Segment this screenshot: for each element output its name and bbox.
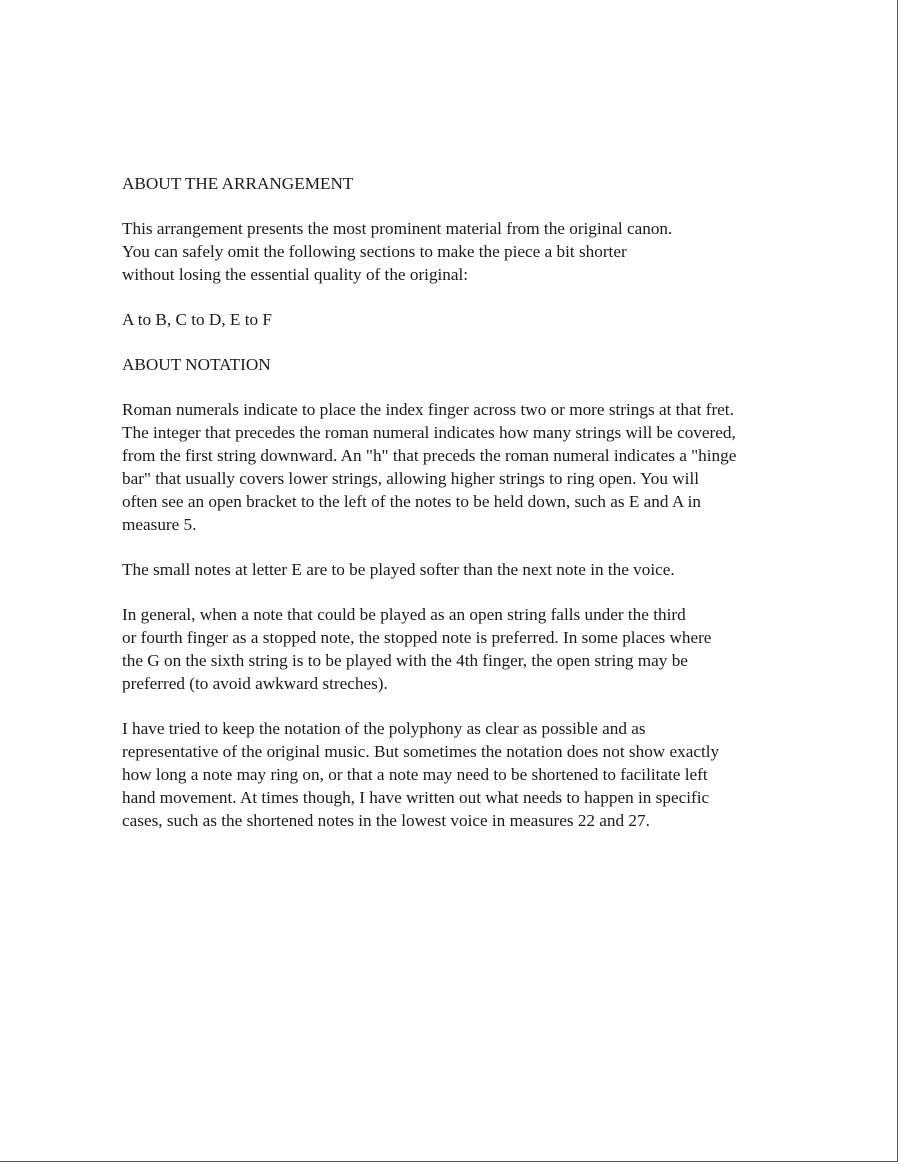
text-line: from the first string downward. An "h" that preceds the roman numeral indicates a "hinge: [122, 446, 737, 465]
paragraph-polyphony: [122, 717, 832, 832]
spacer: [122, 695, 832, 717]
spacer: [122, 195, 832, 217]
spacer: [122, 286, 832, 308]
spacer: [122, 536, 832, 558]
paragraph-small-notes: [122, 558, 832, 581]
text-line: preferred (to avoid awkward streches).: [122, 674, 388, 693]
text-line: often see an open bracket to the left of the notes to be held down, such as E and A in: [122, 492, 701, 511]
text-line: without losing the essential quality of the original:: [122, 265, 469, 284]
text-line: I have tried to keep the notation of the polyphony as clear as possible and as: [122, 719, 646, 738]
paragraph-stopped-notes: [122, 603, 832, 695]
paragraph-omit-sections: [122, 308, 832, 331]
text-line: This arrangement presents the most prominent material from the original canon.: [122, 219, 673, 238]
text-line: the G on the sixth string is to be played with the 4th finger, the open string may be: [122, 651, 688, 670]
text-line: In general, when a note that could be played as an open string falls under the third: [122, 605, 686, 624]
text-line: A to B, C to D, E to F: [122, 310, 272, 329]
text-line: The integer that precedes the roman numeral indicates how many strings will be covered,: [122, 423, 736, 442]
document-body: [122, 172, 832, 832]
spacer: [122, 581, 832, 603]
section-heading-notation: ABOUT NOTATION: [122, 355, 271, 374]
section-heading-arrangement: ABOUT THE ARRANGEMENT: [122, 174, 354, 193]
text-line: Roman numerals indicate to place the index finger across two or more strings at that fret.: [122, 400, 734, 419]
spacer: [122, 376, 832, 398]
text-line: bar" that usually covers lower strings, allowing higher strings to ring open. You will: [122, 469, 700, 488]
text-line: representative of the original music. But sometimes the notation does not show exactly: [122, 742, 720, 761]
text-line: how long a note may ring on, or that a note may need to be shortened to facilitate left: [122, 765, 708, 784]
text-line: hand movement. At times though, I have written out what needs to happen in specific: [122, 788, 710, 807]
paragraph-roman-numerals: [122, 398, 832, 536]
spacer: [122, 331, 832, 353]
text-line: You can safely omit the following sections to make the piece a bit shorter: [122, 242, 627, 261]
paragraph-arrangement-intro: [122, 217, 832, 286]
text-line: cases, such as the shortened notes in the lowest voice in measures 22 and 27.: [122, 811, 650, 830]
text-line: measure 5.: [122, 515, 197, 534]
text-line: The small notes at letter E are to be played softer than the next note in the voice.: [122, 560, 675, 579]
text-line: or fourth finger as a stopped note, the stopped note is preferred. In some places where: [122, 628, 712, 647]
